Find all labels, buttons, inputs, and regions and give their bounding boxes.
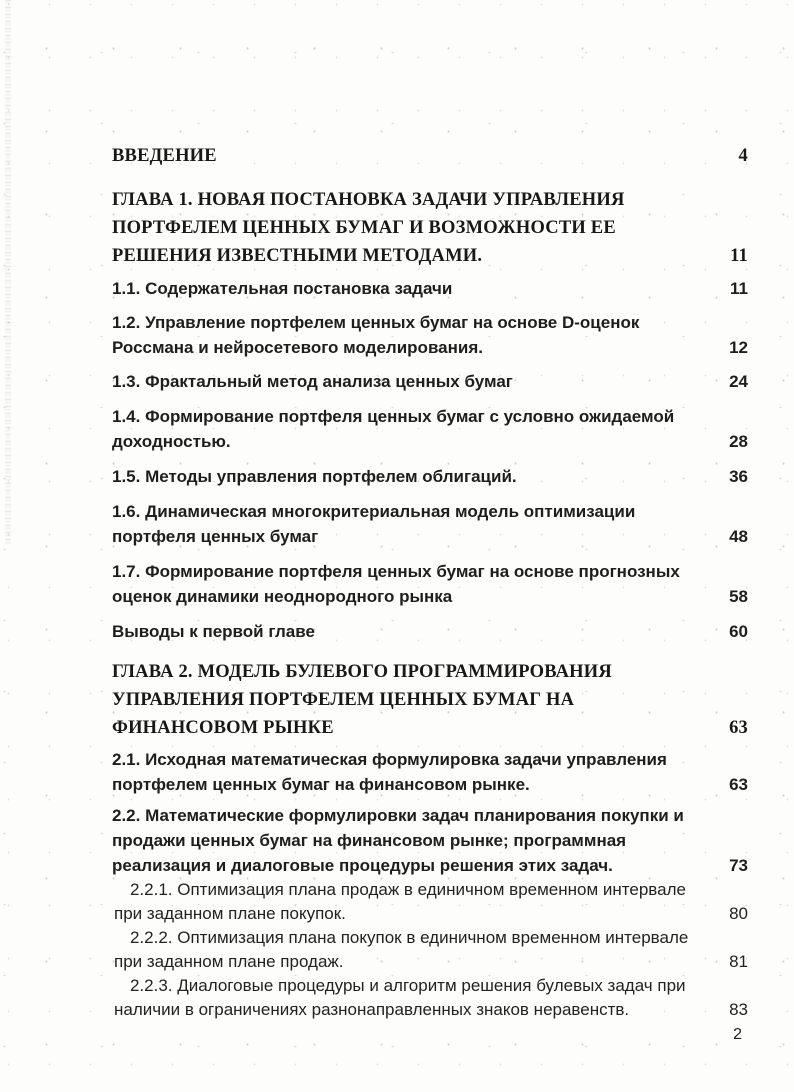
toc-entry-1-4 [112,404,748,454]
toc-entry-page: 80 [729,904,748,923]
toc-entry-page: 28 [729,432,748,451]
toc-entry-page: 73 [729,856,748,875]
toc-entry-page: 24 [729,372,748,391]
toc-entry-page: 11 [730,246,748,266]
page-number: 2 [733,1026,742,1043]
toc-entry-page: 11 [730,279,748,298]
scan-edge-artifact [5,0,11,545]
toc-entry-title: 2.2.2. Оптимизация плана покупок в единичном временном интервале при заданном плане продаж. [114,928,689,971]
table-of-contents [112,142,748,1022]
toc-entry-1-1 [112,276,748,301]
toc-entry-introduction [112,142,748,170]
toc-entry-chapter-2 [112,658,748,742]
toc-entry-page: 4 [738,146,748,166]
toc-entry-page: 83 [729,1000,748,1019]
toc-entry-2-1 [112,747,748,797]
toc-entry-page: 48 [729,527,748,546]
toc-entry-chapter-1-conclusions [112,619,748,644]
toc-entry-title: ГЛАВА 1. НОВАЯ ПОСТАНОВКА ЗАДАЧИ УПРАВЛЕНИЯ ПОРТФЕЛЕМ ЦЕННЫХ БУМАГ И ВОЗМОЖНОСТИ ЕЕ РЕШЕНИЯ ИЗВЕСТНЫМИ МЕТОДАМИ. [112,190,625,266]
toc-entry-title: 1.1. Содержательная постановка задачи [112,279,453,298]
toc-entry-title: 1.6. Динамическая многокритериальная модель оптимизации портфеля ценных бумаг [112,502,636,546]
toc-entry-page: 36 [729,467,748,486]
toc-entry-page: 63 [729,718,748,738]
toc-entry-2-2-3 [112,974,748,1022]
toc-entry-1-5 [112,464,748,489]
toc-entry-1-2 [112,310,748,360]
toc-entry-title: 1.4. Формирование портфеля ценных бумаг с условно ожидаемой доходностью. [112,407,675,451]
toc-entry-2-2-2 [112,926,748,974]
toc-entry-title: 2.2.1. Оптимизация плана продаж в единичном временном интервале при заданном плане покупок. [114,880,686,923]
toc-entry-2-2-1 [112,878,748,926]
toc-entry-title: 2.2.3. Диалоговые процедуры и алгоритм решения булевых задач при наличии в ограничениях разнонаправленных знаков неравенств. [114,976,686,1019]
toc-entry-page: 60 [729,622,748,641]
toc-entry-title: 1.5. Методы управления портфелем облигаций. [112,467,517,486]
toc-entry-page: 63 [729,775,748,794]
toc-entry-1-3 [112,369,748,394]
toc-entry-title: 2.2. Математические формулировки задач планирования покупки и продажи ценных бумаг на финансовом рынке; программная реализация и диалоговые процедуры решения этих задач. [112,806,684,875]
toc-entry-1-6 [112,499,748,549]
toc-entry-1-7 [112,559,748,609]
toc-entry-title: ВВЕДЕНИЕ [112,146,217,166]
toc-entry-chapter-1 [112,186,748,270]
toc-entry-page: 58 [729,587,748,606]
toc-entry-title: ГЛАВА 2. МОДЕЛЬ БУЛЕВОГО ПРОГРАММИРОВАНИЯ УПРАВЛЕНИЯ ПОРТФЕЛЕМ ЦЕННЫХ БУМАГ НА ФИНАНСОВОМ РЫНКЕ [112,662,612,738]
toc-entry-page: 81 [729,952,748,971]
toc-entry-title: Выводы к первой главе [112,622,315,641]
toc-entry-page: 12 [729,338,748,357]
toc-entry-title: 1.7. Формирование портфеля ценных бумаг на основе прогнозных оценок динамики неоднородного рынка [112,562,680,606]
toc-entry-title: 1.3. Фрактальный метод анализа ценных бумаг [112,372,513,391]
toc-entry-2-2 [112,803,748,878]
toc-entry-title: 2.1. Исходная математическая формулировка задачи управления портфелем ценных бумаг на финансовом рынке. [112,750,667,794]
toc-entry-title: 1.2. Управление портфелем ценных бумаг на основе D-оценок Россмана и нейросетевого моделирования. [112,313,640,357]
